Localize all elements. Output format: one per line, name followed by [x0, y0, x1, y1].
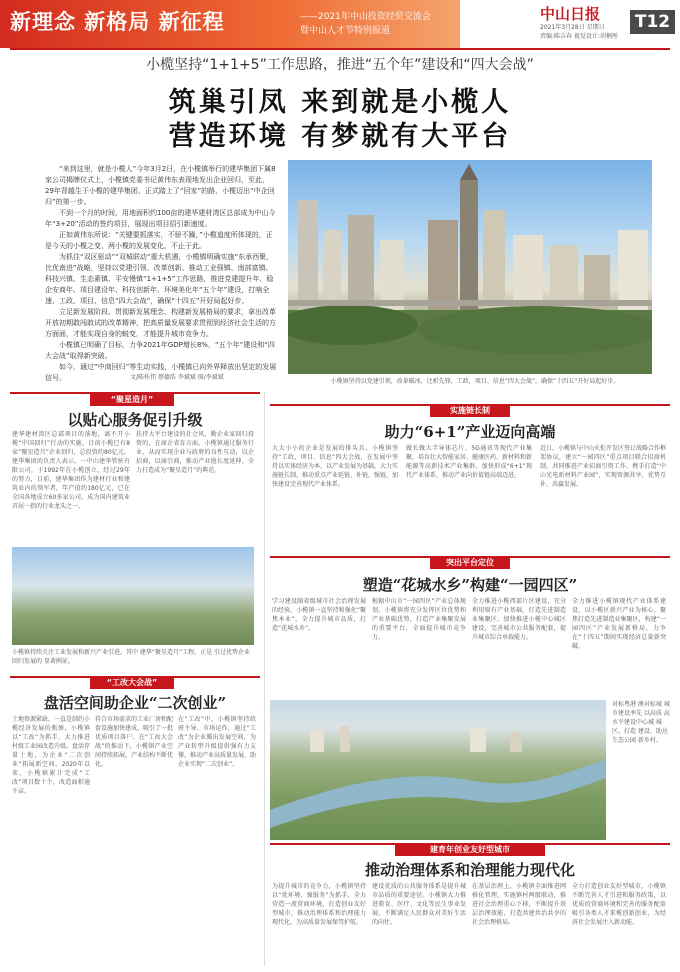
section4-title: 盘活空间助企业“二次创业”	[43, 694, 227, 712]
section4-label: “工改大会战”	[90, 676, 174, 689]
photo-caption: 小榄镇坚持以党建引领，改革破冰，比析先锋，工政，项目、信息“四大会战”。确保“十四五”开好局起好步。	[330, 378, 620, 385]
section3-column: 全力推进小榄西部片区建设，充分利用原有产业基础，打造先进制造业集聚区。加快推进小榄中心城区建设，完善城市公共服务配套，提升城市综合承载能力。	[472, 598, 566, 641]
header-slogan: 新理念 新格局 新征程	[10, 10, 225, 34]
newspaper-logo: 中山日报	[540, 5, 601, 23]
issue-date: 2021年3月28日 星期日	[540, 24, 605, 31]
aerial-river-photo	[270, 700, 606, 840]
section3-column: 全力推进小榄镇现代产业体系建设，以小榄区新兴产业为核心，聚焦打造先进制造业集聚区，构建“一园四区”产业发展新格局，力争在“十四五”期间实现经济总量新突破。	[572, 598, 666, 650]
page-number: T12	[630, 10, 675, 34]
section1-title: 以贴心服务促引升级	[67, 411, 203, 429]
section3-title: 塑造“花城水乡”构建“一园四区”	[362, 576, 578, 594]
section1-column: 建华建材湾区总部项目的落地，离不开小榄“中国回归”行动的实施。目前小榄已有8家“聚星造月”企业回归，总投资约80亿元。建华集团的负责人表示，一中山建华管桩有限公司，于1992年在小榄创立，经过29年的努力，目前，建华集团作为建材行业和建筑业内的领军者，年产值约180亿元，已在全国各地成立60多家公司，成为国内建筑业首屈一指的行业龙头之一。	[12, 431, 130, 510]
header-subtitle	[300, 10, 431, 38]
header-subtitle-line2: 暨中山人才节特别报道	[300, 26, 391, 36]
section3-column: 学习建设副省级城市社会治理发展的经验，小榄镇一直坚持和强化“聚焦本业”，全力提升城市品质，打造“花城水乡”。	[272, 598, 366, 632]
intro-paragraph: 正如黄伟东所说：“关键要抓落实，不骄不躁，”小榄道度所体现的，正是今天的小榄之变、两小榄的发展变化，不止于此。	[45, 231, 273, 250]
section5-title: 推动治理体系和治理能力现代化	[364, 861, 575, 879]
section3-label: 突出平台定位	[430, 556, 510, 569]
section4-column: 土地资源紧缺，一直是制约小榄经济发展的瓶颈。小榄镇以“工改”为抓手，大力推进村级工业园改造升级，盘活存量土地，为企业“二次创业”拓展新空间。2020年以来，小榄镇累计完成“工改”项目数十个，改造面积逾千亩。	[12, 716, 90, 795]
aerial-photo-caption: 对标粤港 澳对标城 城市建设率先 以高质 高水平建设中心城 城区，打造 建设、助达 生态公园 新乡村。	[612, 701, 670, 744]
section1-column: 扶持大平台建设的社会风，勤企业家回归投资的，在商企省育方面，小榄镇通过服务行业，从而实现企业与政府的良性互动，以企招商，以商引商，推动产业链长度延伸，全力打造成为“聚星造月”的典范。	[136, 431, 254, 474]
section2-label: 实施链长制	[430, 404, 510, 417]
headline-kicker: 小榄坚持“1+1+5”工作思路，推进“五个年”建设和“四大会战”	[146, 57, 534, 73]
section2-title: 助力“6+1”产业迈向高端	[384, 423, 556, 441]
city-skyline-photo	[288, 160, 652, 374]
section1-photo	[12, 547, 254, 645]
section5-column: 在基层治理上，小榄镇全面推进网格化管理，实施镇村两级联动，推进社会治理重心下移，不断提升基层治理效能，打造共建共治共享的社会治理格局。	[472, 883, 566, 926]
intro-paragraph: 不到一个月的时间，用地面积约100亩的建华建材湾区总部成为中山今年“3+20”活动的签约项目，展现出项目招引新速度。	[45, 209, 276, 228]
section1-label: “聚星造月”	[90, 393, 174, 406]
intro-paragraph: 如今，通过“中商回归”等生动实践，小榄镇已向外界释放出坚定的发展信号。	[45, 363, 277, 382]
column-divider	[264, 392, 265, 966]
intro-paragraph: 为抓住“双区驱动”“双城联动”重大机遇，小榄镇明确实施“东承西聚，比优南进”战略，坚持以党建引领、改革创新、推动工业强镇、南部富镇、科技兴镇、生态素镇、平安慢镇“1+1+5”工作思路，推进党建提升年、稳企安商年、项目建设年、科技创新年、环境美化年“五个年”建设，打响全速、工政、项目、信息“四大会战”，确保“十四五”开好局起好步。	[45, 253, 274, 305]
intro-paragraph: “来到这里，就是小榄人”今年3月2日，在小榄镇举行的建华集团下属8家公司揭牌仪式上，小榄镇党委书记黄伟东表现地发出企业回归，至此，29年背越生于小榄的建华集团，正式踏上了“回家”的路，小榄迈出“中企回归”的第一步。	[45, 165, 276, 206]
intro-paragraph: 小榄镇已明确了目标，力争2021年GDP增长8%，“五个年”建设和“四大会战”取得新突破。	[45, 341, 275, 360]
author-credit: 文/陈桂伟 蔡德浩 李斌斌 图/李斌斌	[130, 374, 224, 381]
section2-column: 做长做大半导体芯片、5G通讯等现代产业集聚，培育壮大智能家居、健康医药、新材料和新能源等高新技术产业集群，加快形成“6+1”现代产业体系，推动产业向价值链高端迈进。	[406, 445, 532, 479]
skyline-illustration	[288, 160, 652, 374]
section2-column: 大大小小的企业是发展的排头兵。小榄镇坚持“工政、项目、信息”四大会战，在发展中坚持以实体经济为本，以产业发展为基础，大力实施链长制，推动重点产业延链、补链、强链，加快建设完善现代产业体系。	[272, 445, 398, 488]
page-header	[0, 0, 680, 48]
river-illustration	[270, 700, 606, 840]
section2-column: 近日，小榄镇与中山火炬开发区签订战略合作框架协议，建立“一园四区”重点项目联合招商机制，共同推进产业招商引资工作，携手打造“中山光电新材料产业园”，实现资源共享、优势互补、共赢发展。	[540, 445, 666, 488]
section4-column: 在“工改”中，小榄镇坚持政府主导、市场运作，通过“工改”为企业腾出发展空间，为产业转型升级提供强有力支撑，推动产业高质量发展，助企业实现“二次创业”。	[178, 716, 256, 768]
headline-line2: 营造环境 有梦就有大平台	[168, 121, 512, 152]
editor-credit: 责编:陈吉春 视觉设计:胡桐彤	[540, 33, 618, 40]
header-rule	[10, 48, 670, 50]
section1-caption: 小榄镇持续关注工业发展和新兴产业引进，其中 建华“聚星造月”工程，正是 引过优势企业回归发展的 显著例证。	[12, 649, 251, 665]
section3-column: 根据中山市“一园四区”产业总体规划，小榄镇将充分发挥区位优势和产业基础优势，打造产业集聚发展的重要平台，全面提升城市竞争力。	[372, 598, 466, 641]
section4-column: 符合市场需求的工业厂房和配套设施加快建成，吸引了一批优质项目落户。在“工改大会战”的推动下，小榄镇产业空间持续拓展，产业结构不断优化。	[95, 716, 173, 768]
intro-paragraph: 立足新发展阶段、贯彻新发展理念、构建新发展格局的要求，拿出改革开放初期敢闯敢试的改革精神，把高质量发展要求贯彻到经济社会生活的方方面面，才能实现自身的蜕变，才能提升城市竞争力。	[45, 308, 276, 338]
section5-column: 为提升城市的竞争力，小榄镇坚持以“优环境、强服务”为抓手，全力营造一流营商环境，打造创业友好型城市，推动治理体系和治理能力现代化，为高质量发展保驾护航。	[272, 883, 366, 926]
section5-column: 建设优质的公共服务体系是提升城市品质的重要途径。小榄镇大力推进教育、医疗、文化等民生事业发展，不断满足人民群众对美好生活的向往。	[372, 883, 466, 926]
intro-text	[45, 164, 277, 384]
headline-line1: 筑巢引凤 来到就是小榄人	[168, 87, 512, 118]
header-subtitle-line1: ——2021年中山投资经贸交流会	[300, 12, 431, 22]
section5-column: 全力打造创业友好型城市，小榄镇不断完善人才引进和服务政策，以优质的营商环境和完善的服务配套吸引各类人才来榄创新创业，为经济社会发展注入新动能。	[572, 883, 666, 926]
section5-label: 建育年创业友好型城市	[395, 843, 545, 856]
